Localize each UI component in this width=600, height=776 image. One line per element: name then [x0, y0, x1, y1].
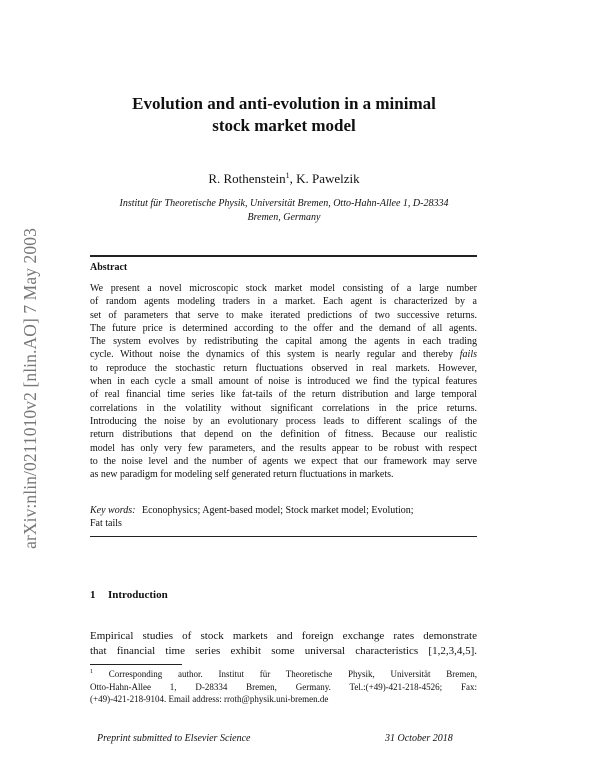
keywords	[90, 504, 477, 531]
abstract-heading: Abstract	[90, 262, 128, 273]
abstract-top-rule	[90, 255, 477, 257]
author-separator: ,	[289, 171, 293, 186]
author-rothenstein: R. Rothenstein	[208, 171, 286, 186]
title-line-1: Evolution and anti-evolution in a minimal	[132, 94, 436, 113]
footnote-text: Corresponding author. Institut für Theoretische Physik, Universität Bremen,	[108, 669, 477, 679]
affiliation-line-2: Bremen, Germany	[247, 212, 321, 223]
keywords-line-1	[90, 504, 477, 517]
affiliation	[90, 197, 478, 225]
abstract-line: to the noise level and the number of agents we expect that our framework may serve	[90, 455, 477, 467]
section-number: 1	[90, 589, 96, 601]
abstract-body	[90, 282, 477, 481]
abstract-line: return distributions that depend on the definition of fitness. Because our realistic	[90, 429, 477, 441]
abstract-bottom-rule	[90, 536, 477, 537]
footnote-line-1	[90, 666, 477, 681]
title-line-2: stock market model	[212, 116, 356, 135]
abstract-line: to reproduce the stochastic return fluctuations observed in real markets. However,	[90, 362, 477, 374]
author-footnote-mark: 1	[285, 171, 290, 180]
intro-line: that financial time series exhibit some universal characteristics [1,2,3,4,5].	[90, 645, 477, 657]
abstract-line	[90, 348, 477, 361]
section-title: Introduction	[108, 589, 168, 601]
author-pawelzik: K. Pawelzik	[296, 171, 360, 186]
footnote-line-3: (+49)-421-218-9104. Email address: rroth@physik.uni-bremen.de	[90, 694, 329, 705]
abstract-line: We present a novel microscopic stock market model consisting of a large number	[90, 283, 477, 294]
abstract-line-text: cycle. Without noise the dynamics of this system is nearly regular and thereby	[90, 349, 460, 361]
intro-paragraph	[90, 629, 477, 659]
arxiv-stamp-text: arXiv:nlin/0211010v2 [nlin.AO] 7 May 2003	[19, 227, 40, 549]
keywords-list: Econophysics; Agent-based model; Stock market model; Evolution;	[141, 505, 414, 516]
abstract-line: model has only very few parameters, and the results appear to be robust with respect	[90, 442, 477, 454]
abstract-emphasis-fails: fails	[459, 349, 477, 361]
keywords-line-2: Fat tails	[90, 518, 122, 530]
arxiv-stamp	[14, 178, 46, 598]
author-list	[90, 171, 478, 187]
footer-date: 31 October 2018	[385, 733, 453, 744]
paper-title	[90, 93, 478, 137]
abstract-line: set of parameters that serve to make iterated predictions of two successive returns.	[90, 309, 477, 321]
footnote-line-2: Otto-Hahn-Allee 1, D-28334 Bremen, Germany. Tel.:(+49)-421-218-4526; Fax:	[90, 681, 477, 692]
affiliation-line-1: Institut für Theoretische Physik, Universität Bremen, Otto-Hahn-Allee 1, D-28334	[119, 198, 449, 209]
footnote-rule	[90, 664, 182, 665]
intro-line: Empirical studies of stock markets and foreign exchange rates demonstrate	[90, 630, 477, 642]
abstract-line: Introducing the noise by an evolutionary process leads to different scalings of the	[90, 415, 477, 427]
abstract-line: The future price is determined according to the offer and the demand of all agents.	[90, 322, 477, 334]
footnote	[90, 666, 477, 706]
abstract-line: as new paradigm for modeling self generated return fluctuations in markets.	[90, 469, 394, 481]
abstract-line: when in each cycle a small amount of noise is introduced we find the typical features	[90, 376, 477, 388]
footer-preprint-note: Preprint submitted to Elsevier Science	[97, 733, 251, 744]
abstract-line: The system evolves by redistributing the capital among the agents in each trading	[90, 336, 477, 348]
footnote-mark: 1	[90, 669, 93, 675]
section-heading	[90, 589, 168, 601]
abstract-line: of real financial time series like fat-tails of the return distribution and large temporal	[90, 389, 477, 401]
abstract-line: correlations in the volatility without significant correlations in the price returns.	[90, 402, 477, 414]
keywords-label: Key words:	[90, 505, 136, 516]
abstract-line: of random agents modeling traders in a market. Each agent is characterized by a	[90, 296, 477, 308]
